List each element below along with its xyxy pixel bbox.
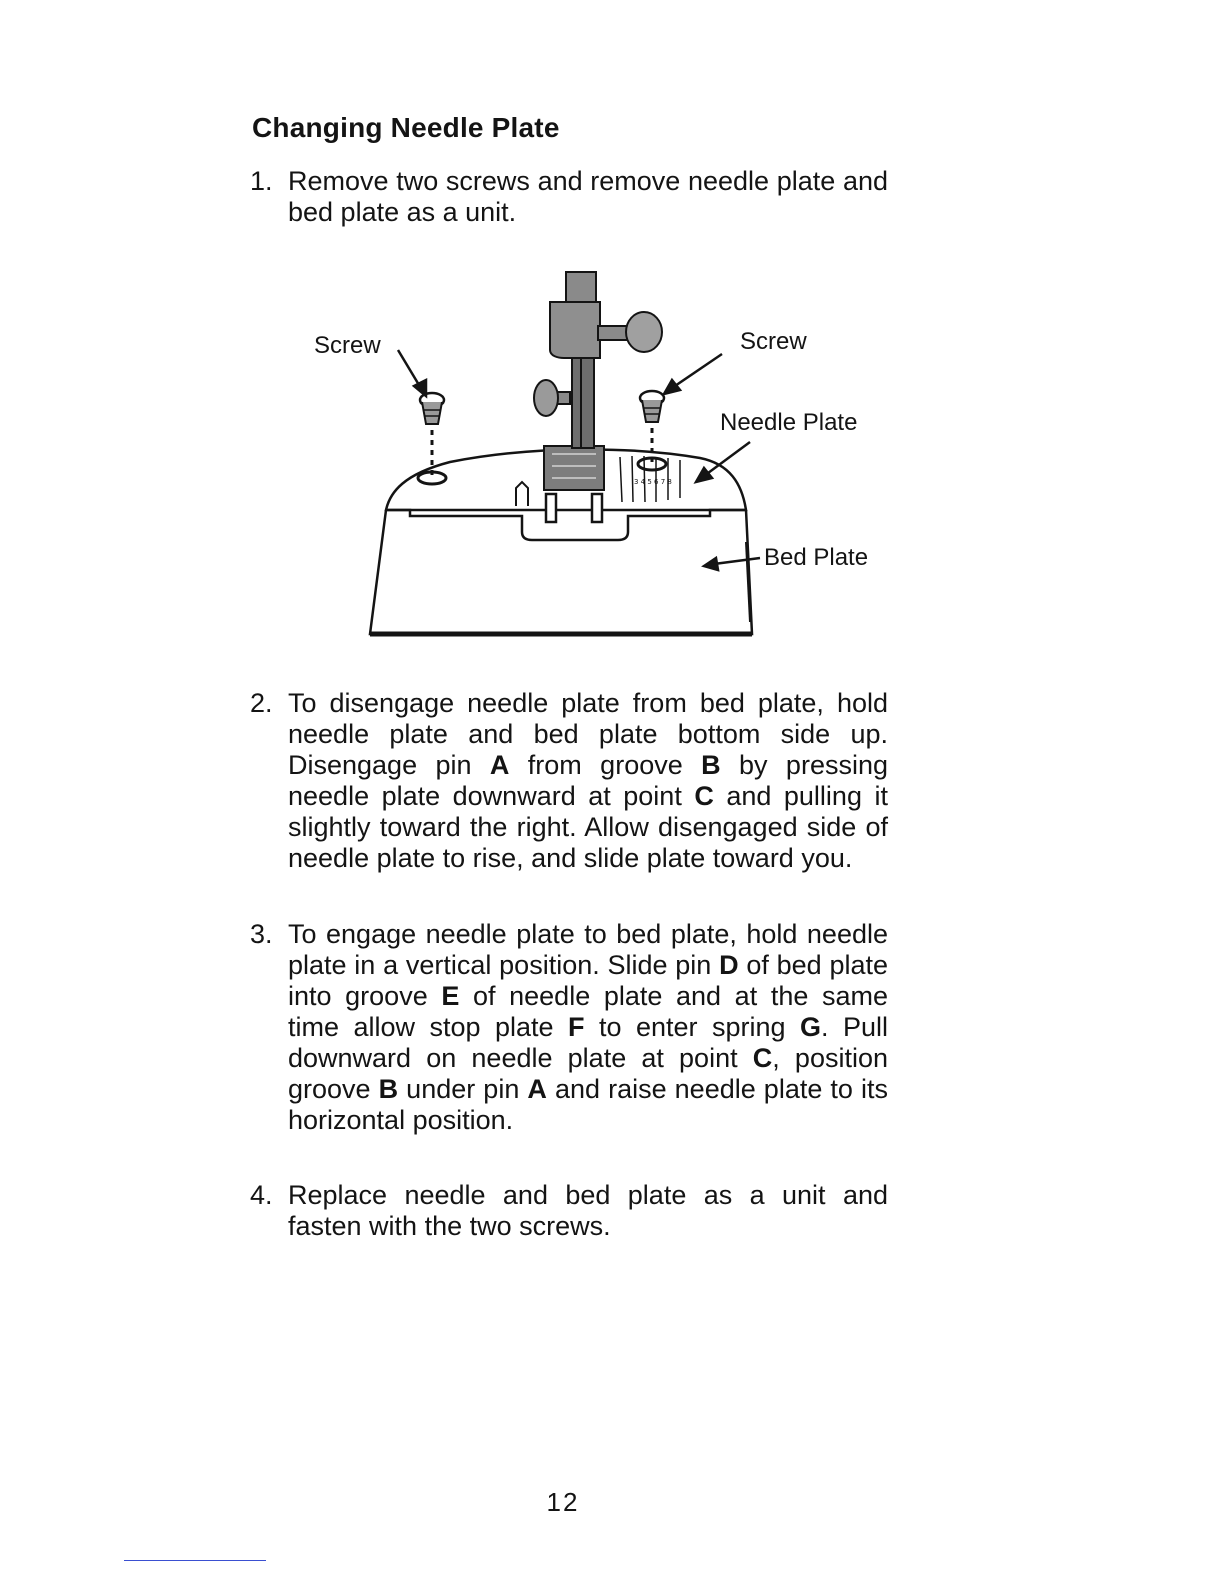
step-text-run: To engage needle plate to bed plate, hold needle plate in a vertical position. Slide pin: [288, 919, 888, 980]
step-text: [288, 919, 888, 1136]
step-4: [250, 1180, 888, 1242]
needle-plate-illustration: [300, 262, 900, 652]
reference-letter: F: [568, 1012, 585, 1042]
step-text: [288, 1180, 888, 1242]
step-1: [250, 166, 888, 228]
step-text-run: . Pull downward on needle plate at point: [288, 1012, 888, 1073]
reference-letter: A: [489, 750, 510, 780]
reference-letter: E: [441, 981, 460, 1011]
step-text-run: Remove two screws and remove needle plate and bed plate as a unit.: [288, 166, 888, 227]
reference-letter: C: [694, 781, 714, 811]
step-text-run: Replace needle and bed plate as a unit and fasten with the two screws.: [288, 1180, 888, 1241]
step-number: 4.: [250, 1180, 273, 1210]
step-text-run: To disengage needle plate from bed plate, hold needle plate and bed plate bottom side up. Disengage pin: [288, 688, 888, 780]
scale-marks: 3 4 5 6 7 8: [634, 478, 672, 486]
needle-plate-figure: [300, 262, 900, 652]
page-number: 12: [546, 1487, 580, 1517]
step-text-run: and raise needle plate to its horizontal position.: [288, 1074, 888, 1135]
needle-plate-label: Needle Plate: [720, 409, 858, 436]
reference-letter: A: [527, 1074, 547, 1104]
reference-letter: C: [752, 1043, 773, 1073]
step-number: 2.: [250, 688, 273, 718]
screw-left-label: Screw: [314, 332, 381, 359]
step-3: [250, 919, 888, 1136]
step-text-run: under pin: [398, 1074, 528, 1104]
step-text-run: and pulling it slightly toward the right. Allow disengaged side of needle plate to rise, and slide plate toward you.: [288, 781, 888, 873]
reference-letter: G: [799, 1012, 821, 1042]
reference-letter: B: [701, 750, 721, 780]
scan-edge-line: [124, 1560, 266, 1561]
page-heading: Changing Needle Plate: [252, 112, 560, 143]
step-text-run: of needle plate and at the same time allow stop plate: [288, 981, 889, 1042]
reference-letter: B: [378, 1074, 399, 1104]
step-number: 1.: [250, 166, 273, 196]
step-text: [288, 688, 888, 874]
step-number: 3.: [250, 919, 273, 949]
step-text-run: from groove: [509, 750, 702, 780]
bed-plate-label: Bed Plate: [764, 544, 869, 571]
reference-letter: D: [719, 950, 739, 980]
step-text: [288, 166, 888, 228]
step-2: [250, 688, 888, 874]
step-text-run: to enter spring: [584, 1012, 800, 1042]
step-text-run: , position groove: [288, 1043, 888, 1104]
screw-right-label: Screw: [740, 328, 807, 355]
step-text-run: by pressing needle plate downward at point: [288, 750, 888, 811]
step-text-run: of bed plate into groove: [288, 950, 888, 1011]
